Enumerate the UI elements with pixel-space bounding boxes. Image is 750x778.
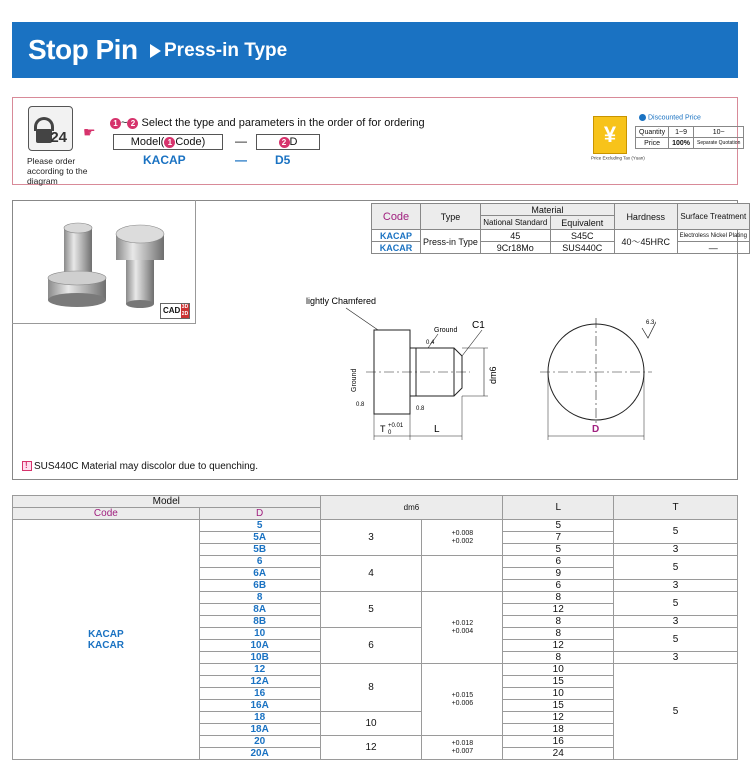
spec-hardness: 40～45HRC: [614, 230, 677, 254]
tolerance-cell: +0.015 +0.006: [422, 664, 503, 736]
d-cell: 6A: [199, 568, 320, 580]
header-d: D: [199, 508, 320, 520]
d-cell: 5B: [199, 544, 320, 556]
header-code: Code: [13, 508, 200, 520]
price-note: Price Excluding Tax (Yuan): [591, 156, 645, 162]
t-cell: 3: [614, 652, 738, 664]
order-instructions-box: [12, 97, 741, 186]
spec-header-code: Code: [372, 204, 421, 230]
size-table-body: [13, 520, 738, 760]
l-cell: 8: [503, 616, 614, 628]
tolerance-cell: [422, 556, 503, 592]
discount-table: [635, 126, 744, 149]
l-cell: 8: [503, 592, 614, 604]
c1-label: C1: [472, 320, 485, 331]
spec-surface: Electroless Nickel Plating: [677, 230, 749, 242]
l-cell: 9: [503, 568, 614, 580]
discount-cell: Separate Quotation: [693, 138, 743, 149]
example-d: D5: [275, 153, 291, 167]
d-cell: 8: [199, 592, 320, 604]
d-cell: 10B: [199, 652, 320, 664]
roughness-08: 0.8: [356, 402, 365, 408]
t-cell: 3: [614, 580, 738, 592]
header-model: Model: [13, 496, 321, 508]
triangle-right-icon: [150, 44, 161, 58]
tolerance-cell: +0.018 +0.007: [422, 736, 503, 760]
cad-badge[interactable]: CAD 3D 2D: [160, 303, 190, 319]
t-cell: 3: [614, 616, 738, 628]
d-parameter-box: 2 D: [256, 134, 320, 150]
order-instruction: 1 ~ 2 Select the type and parameters in the order of for ordering: [110, 117, 425, 129]
step-2-badge: 2: [127, 118, 138, 129]
d-cell: 18A: [199, 724, 320, 736]
dm6-cell: 3: [320, 520, 422, 556]
spec-national: 45: [480, 230, 550, 242]
dm6-cell: 4: [320, 556, 422, 592]
d-cell: 16A: [199, 700, 320, 712]
d-cell: 18: [199, 712, 320, 724]
t-cell: 5: [614, 628, 738, 652]
spec-header-surface: Surface Treatment: [677, 204, 749, 230]
example-code: KACAP: [143, 153, 186, 167]
d-cell: 10: [199, 628, 320, 640]
d-cell: 5: [199, 520, 320, 532]
l-cell: 16: [503, 736, 614, 748]
spec-code-kacap: KACAP: [372, 230, 421, 242]
l-cell: 10: [503, 664, 614, 676]
d-cell: 12A: [199, 676, 320, 688]
t-dimension: T: [380, 424, 386, 434]
d-cell: 8A: [199, 604, 320, 616]
spec-header-material: Material: [480, 204, 614, 216]
dm6-cell: 8: [320, 664, 422, 712]
discount-cell: 10~: [693, 127, 743, 138]
spec-equivalent: S45C: [550, 230, 614, 242]
code-cell: KACAP KACAR: [13, 520, 200, 760]
spec-equivalent: SUS440C: [550, 242, 614, 254]
dm6-cell: 6: [320, 628, 422, 664]
d-cell: 6: [199, 556, 320, 568]
roughness-04: 0.4: [426, 340, 435, 346]
dm6-cell: 5: [320, 592, 422, 628]
roughness-08b: 0.8: [416, 406, 425, 412]
spec-surface: —: [677, 242, 749, 254]
header-l: L: [503, 496, 614, 520]
l-cell: 18: [503, 724, 614, 736]
d-dimension: dm6: [488, 366, 498, 384]
phone-24-icon: 24: [28, 106, 73, 151]
d-cell: 16: [199, 688, 320, 700]
l-cell: 6: [503, 580, 614, 592]
technical-drawing: [296, 288, 656, 448]
spec-type: Press-in Type: [421, 230, 481, 254]
t-cell: 5: [614, 664, 738, 760]
spec-national: 9Cr18Mo: [480, 242, 550, 254]
t-cell: 5: [614, 592, 738, 616]
l-cell: 8: [503, 652, 614, 664]
dm6-cell: 12: [320, 736, 422, 760]
material-warning: ! SUS440C Material may discolor due to quenching.: [22, 461, 258, 472]
t-cell: 5: [614, 520, 738, 544]
separator-dash: —: [235, 134, 247, 148]
d-cell: 20: [199, 736, 320, 748]
header-dm6: dm6: [320, 496, 503, 520]
tolerance-cell: +0.012 +0.004: [422, 592, 503, 664]
chamfer-label: lightly Chamfered: [306, 296, 377, 306]
separator-dash: —: [235, 153, 247, 167]
phone-note: Please order according to the diagram: [27, 156, 88, 186]
ground-label: Ground: [434, 327, 458, 334]
l-cell: 6: [503, 556, 614, 568]
tolerance-cell: +0.008 +0.002: [422, 520, 503, 556]
spec-header-equivalent: Equivalent: [550, 216, 614, 230]
spec-code-kacar: KACAR: [372, 242, 421, 254]
table-row: [13, 520, 738, 532]
t-cell: 5: [614, 556, 738, 580]
l-cell: 12: [503, 712, 614, 724]
spec-header-national: National Standard: [480, 216, 550, 230]
yen-icon: ¥: [593, 116, 627, 154]
d-cell: 8B: [199, 616, 320, 628]
l-cell: 8: [503, 628, 614, 640]
d-cell: 10A: [199, 640, 320, 652]
step-1-badge: 1: [110, 118, 121, 129]
d-cell: 20A: [199, 748, 320, 760]
pointing-hand-icon: ☛: [83, 124, 96, 140]
d-cell: 12: [199, 664, 320, 676]
d-cell: 5A: [199, 532, 320, 544]
ground-left-label: Ground: [351, 368, 358, 392]
discount-cell: 100%: [669, 138, 694, 149]
l-cell: 10: [503, 688, 614, 700]
d-cell: 6B: [199, 580, 320, 592]
l-cell: 12: [503, 640, 614, 652]
page-header: [12, 22, 738, 78]
warning-icon: !: [22, 461, 32, 471]
l-cell: 24: [503, 748, 614, 760]
l-cell: 15: [503, 700, 614, 712]
size-table: [12, 495, 738, 760]
big-d-dimension: D: [592, 424, 600, 435]
discount-cell: Price: [636, 138, 669, 149]
l-cell: 5: [503, 544, 614, 556]
spec-header-type: Type: [421, 204, 481, 230]
dm6-cell: 10: [320, 712, 422, 736]
page-title: Stop Pin: [28, 34, 138, 65]
spec-table: [371, 203, 750, 254]
t-tolerance-lower: 0: [388, 430, 392, 436]
l-cell: 15: [503, 676, 614, 688]
l-cell: 5: [503, 520, 614, 532]
spec-header-hardness: Hardness: [614, 204, 677, 230]
t-cell: 3: [614, 544, 738, 556]
l-cell: 7: [503, 532, 614, 544]
roughness-63: 6.3: [646, 320, 655, 326]
header-t: T: [614, 496, 738, 520]
discount-cell: 1~9: [669, 127, 694, 138]
page-subtitle: Press-in Type: [164, 40, 288, 61]
l-dimension: L: [434, 424, 440, 435]
discount-title: Discounted Price: [639, 114, 701, 121]
t-tolerance: +0.01: [388, 423, 404, 429]
l-cell: 12: [503, 604, 614, 616]
model-code-box: Model( 1 Code): [113, 134, 223, 150]
discount-cell: Quantity: [636, 127, 669, 138]
